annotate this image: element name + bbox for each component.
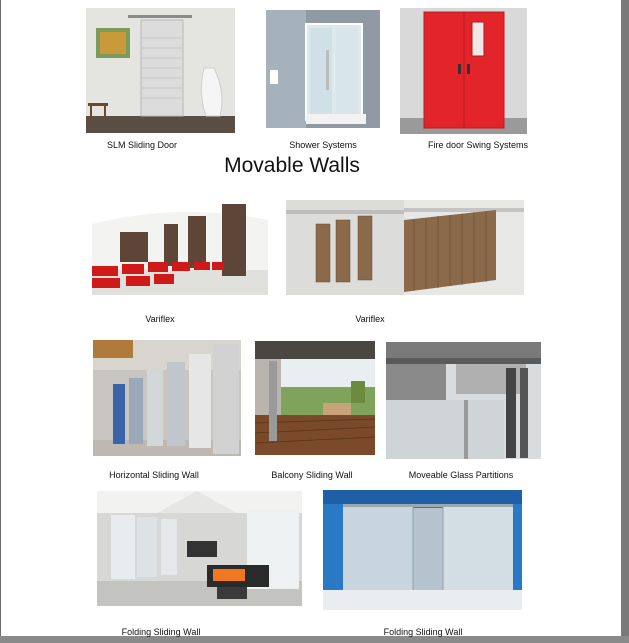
product-caption: Balcony Sliding Wall: [271, 470, 353, 480]
product-caption: Variflex: [355, 314, 385, 324]
page-frame-bottom: [0, 636, 629, 643]
page-frame-left: [0, 0, 1, 643]
product-caption: Variflex: [145, 314, 175, 324]
product-caption: Horizontal Sliding Wall: [109, 470, 199, 480]
folding-sliding-wall-photo-1: [97, 491, 302, 606]
shower-systems-photo: [266, 10, 380, 128]
balcony-sliding-wall-photo: [255, 341, 375, 455]
product-caption: Fire door Swing Systems: [427, 140, 529, 150]
horizontal-sliding-wall-photo: [93, 340, 241, 456]
variflex-auditorium-photo: [92, 202, 268, 295]
moveable-glass-partitions-photo: [386, 342, 541, 459]
product-caption: Moveable Glass Partitions: [408, 470, 514, 480]
section-heading: Movable Walls: [224, 154, 360, 177]
page-frame-right: [621, 0, 629, 643]
product-caption: Folding Sliding Wall: [383, 627, 463, 637]
product-caption: Shower Systems: [289, 140, 357, 150]
slm-sliding-door-photo: [86, 8, 235, 133]
fire-door-photo: [400, 8, 527, 134]
product-caption: Folding Sliding Wall: [121, 627, 201, 637]
product-caption: SLM Sliding Door: [106, 140, 178, 150]
variflex-panels-photo: [286, 200, 524, 295]
folding-sliding-wall-photo-2: [323, 490, 522, 610]
